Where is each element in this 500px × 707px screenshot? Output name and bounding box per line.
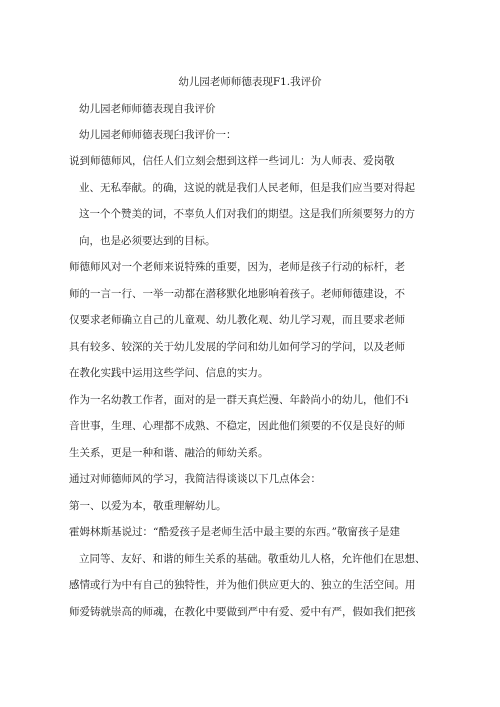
paragraph-line: 音世事，生理、心理都不成熟、不稳定，因此他们须要的不仅是良好的师 xyxy=(69,420,405,432)
paragraph-line: 作为一名幼教工作者，面对的是一群天真烂漫、年龄尚小的幼儿，他们不i xyxy=(69,394,409,406)
paragraph-line: 生关系，更是一种和谐、融洽的师幼关系。 xyxy=(69,447,269,459)
paragraph-line: 师德师风对一个老师来说特殊的重要，因为，老师是孩子行动的标杆，老 xyxy=(69,261,405,273)
paragraph-line: 师的一言一行、一举一动都在潜移默化地影响着孩子。老师师德建设，不 xyxy=(69,288,405,300)
paragraph-line: 在教化实践中运用这些学问、信息的实力。 xyxy=(69,367,269,379)
paragraph-line: 向，也是必须要达到的目标。 xyxy=(79,235,216,247)
paragraph-line: 立同等、友好、和谐的师生关系的基础。敬重幼儿人格，允许他们在思想、 xyxy=(79,553,426,565)
paragraph-line: 说到师德师风，信任人们立刻会想到这样一些词儿：为人师表、爱岗敬 xyxy=(69,155,395,167)
paragraph-line: 通过对师德师风的学习，我简洁得谈谈以下几点体会： xyxy=(69,473,321,485)
subtitle-line: 幼儿园老师师德表现自我评价 xyxy=(79,103,216,115)
section-heading-line: 第一、以爱为本，敬重理解幼儿。 xyxy=(69,500,227,512)
paragraph-line: 业、无私奉献。的确，这说的就是我们人民老师，但是我们应当要对得起 xyxy=(79,182,415,194)
paragraph-line: 师爱铸就崇高的师魂，在教化中要做到严中有爱、爱中有严，假如我们把孩 xyxy=(69,606,416,618)
paragraph-line: 感情或行为中有自己的独特性，并为他们供应更大的、独立的生活空间。用 xyxy=(69,579,416,591)
paragraph-line: 这一个个赞美的词，不辜负人们对我们的期望。这是我们所须要努力的方 xyxy=(79,208,415,220)
paragraph-line: 仅要求老师确立自己的儿童观、幼儿教化观、幼儿学习观，而且要求老师 xyxy=(69,314,405,326)
paragraph-line: 具有较多、较深的关于幼儿发展的学问和幼儿如何学习的学问，以及老师 xyxy=(69,341,405,353)
section-heading-line: 幼儿园老师师德表现臼我评价一： xyxy=(79,129,237,141)
document-title: 幼儿园老师师德表现F1.我评价 xyxy=(178,76,322,88)
paragraph-line: 霍姆林斯基说过：“酷爱孩子是老师生活中最主要的东西。”敬甯孩子是建 xyxy=(69,526,400,538)
